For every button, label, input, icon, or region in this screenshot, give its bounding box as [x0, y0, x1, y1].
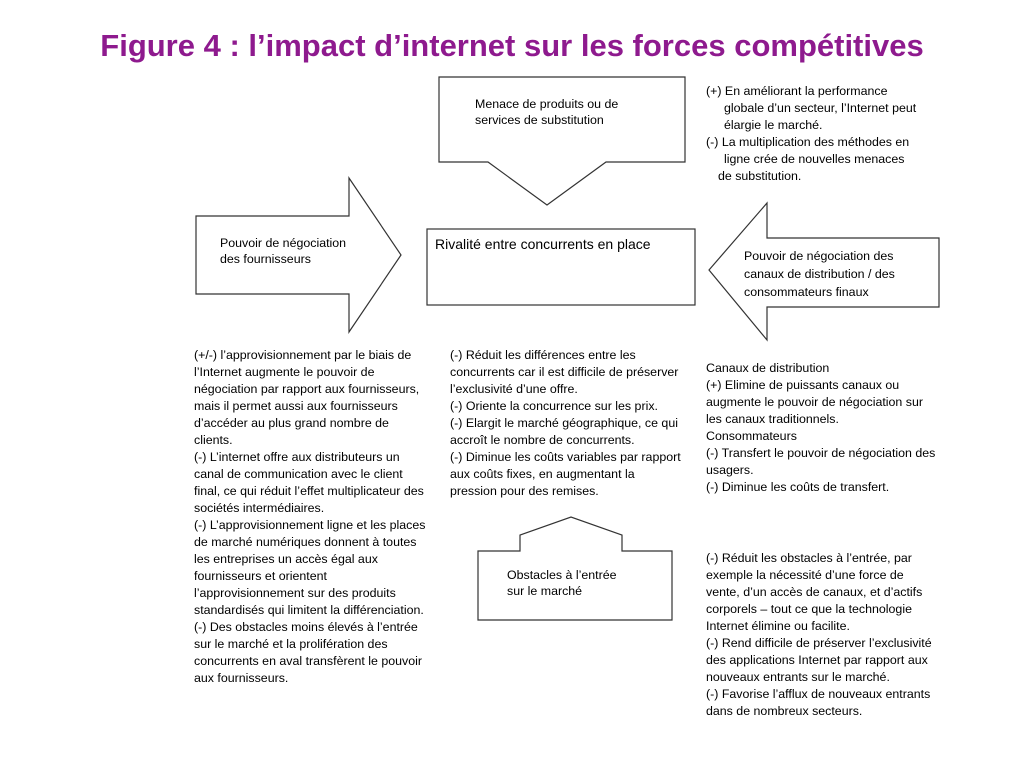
note-paragraph: (-) Diminue les coûts variables par rapport aux coûts fixes, en augmentant la pression pour des remises.	[450, 450, 681, 498]
bottom-force-label: Obstacles à l’entrée sur le marché	[507, 568, 617, 598]
top-right-notes	[706, 83, 946, 185]
bottom-right-notes	[706, 550, 936, 720]
note-paragraph: (-) Oriente la concurrence sur les prix.	[450, 399, 658, 413]
note-line: élargie le marché.	[724, 118, 823, 132]
note-line: (-) La multiplication des méthodes en	[706, 135, 910, 149]
right-force-label: Pouvoir de négociation des canaux de distribution / des consommateurs finaux	[744, 249, 895, 299]
note-line: globale d’un secteur, l’Internet peut	[724, 101, 917, 115]
note-paragraph: (+) Elimine de puissants canaux ou augmente le pouvoir de négociation sur les canaux traditionnels.	[706, 378, 923, 426]
note-paragraph: (-) L’approvisionnement ligne et les places de marché numériques donnent à toutes les entreprises un accès égal aux fournisseurs et orientent l’approvisionnement sur des produits standardisés qui limitent la différenciation.	[194, 518, 426, 617]
right-notes	[706, 360, 941, 496]
note-paragraph: (+/-) l’approvisionnement par le biais de l’Internet augmente le pouvoir de négociation par rapport aux fournisseurs, mais il permet aussi aux fournisseurs d’accéder au plus grand nombre de clients.	[194, 348, 420, 447]
note-line: (+) En améliorant la performance	[706, 84, 888, 98]
left-force-label: Pouvoir de négociation des fournisseurs	[220, 236, 347, 266]
note-paragraph: (-) Favorise l’afflux de nouveaux entrants dans de nombreux secteurs.	[706, 687, 931, 718]
top-force-label: Menace de produits ou de services de substitution	[475, 97, 619, 127]
center-label: Rivalité entre concurrents en place	[435, 236, 651, 252]
note-paragraph: (-) Transfert le pouvoir de négociation des usagers.	[706, 446, 936, 477]
note-paragraph: (-) Réduit les obstacles à l’entrée, par exemple la nécessité d’une force de vente, d’un accès de canaux, et d’actifs corporels – tout ce que la technologie Internet élimine ou facilite.	[706, 551, 923, 633]
left-notes	[194, 347, 428, 687]
note-paragraph: (-) Elargit le marché géographique, ce qui accroît le nombre de concurrents.	[450, 416, 678, 447]
center-notes	[450, 347, 682, 500]
note-paragraph: Consommateurs	[706, 429, 797, 443]
note-paragraph: (-) L’internet offre aux distributeurs un canal de communication avec le client final, ce qui réduit l’effet multiplicateur des sociétés intermédiaires.	[194, 450, 424, 515]
note-paragraph: Canaux de distribution	[706, 361, 830, 375]
note-paragraph: (-) Réduit les différences entre les concurrents car il est difficile de préserver l’exclusivité d’une offre.	[450, 348, 679, 396]
note-line: ligne crée de nouvelles menaces	[724, 152, 905, 166]
note-paragraph: (-) Des obstacles moins élevés à l’entrée sur le marché et la prolifération des concurrents en aval transfèrent le pouvoir aux fournisseurs.	[194, 620, 422, 685]
note-paragraph: (-) Diminue les coûts de transfert.	[706, 480, 890, 494]
note-paragraph: (-) Rend difficile de préserver l’exclusivité des applications Internet par rapport aux nouveaux entrants sur le marché.	[706, 636, 932, 684]
page-title: Figure 4 : l’impact d’internet sur les forces compétitives	[100, 28, 924, 63]
note-line: de substitution.	[718, 169, 802, 183]
